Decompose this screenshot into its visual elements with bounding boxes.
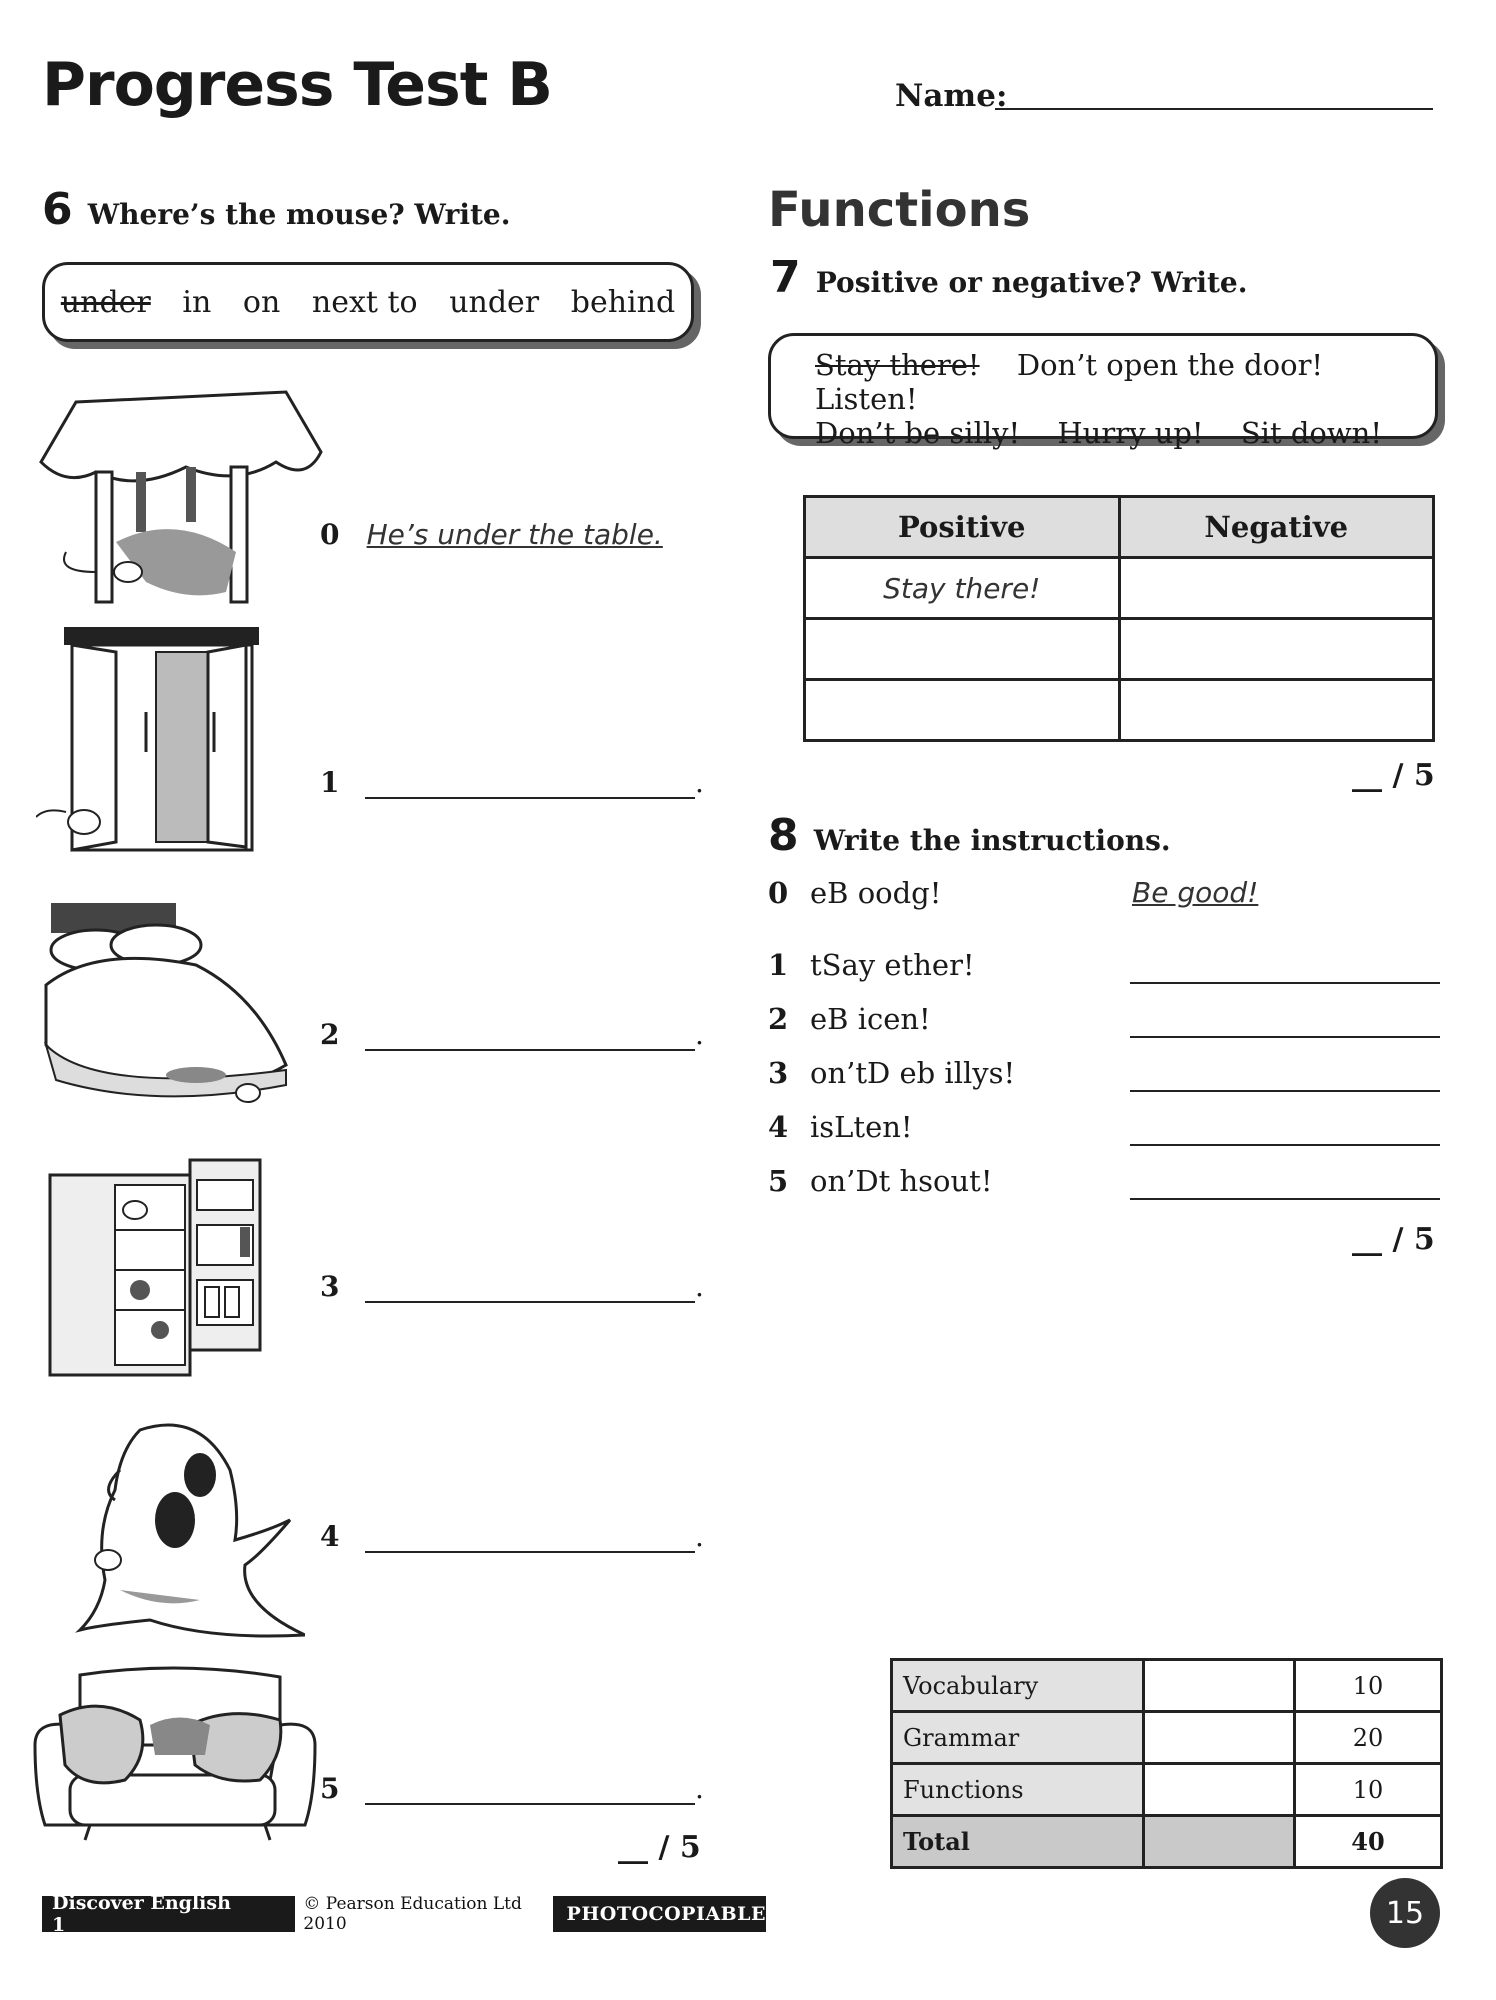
score-total-input[interactable]	[1144, 1816, 1295, 1868]
ex8-answer-line-5[interactable]	[1130, 1198, 1440, 1200]
word-next-to: next to	[311, 284, 418, 320]
ex6-example-answer: He’s under the table.	[366, 518, 663, 551]
ex8-example-answer: Be good!	[1132, 876, 1259, 909]
ex8-item-question: on’tD eb illys!	[810, 1056, 1016, 1090]
score-row	[892, 1712, 1442, 1764]
ex8-item-5	[768, 1164, 992, 1198]
word-under: under	[449, 284, 540, 320]
ex7-instruction: Positive or negative? Write.	[815, 266, 1248, 299]
score-total-row	[892, 1816, 1442, 1868]
ex6-answer-line-3[interactable]	[365, 1301, 695, 1303]
score-row-max: 10	[1295, 1660, 1442, 1712]
ex6-score: __ / 5	[618, 1830, 701, 1865]
fridge-mouse-picture	[40, 1155, 270, 1385]
ex6-answer-line-5[interactable]	[365, 1803, 695, 1805]
ex6-item-5: 5 .	[320, 1772, 704, 1805]
word-behind: behind	[570, 284, 676, 320]
score-row-input[interactable]	[1144, 1660, 1295, 1712]
score-row-label: Functions	[892, 1764, 1144, 1816]
ex6-item-number: 1	[320, 766, 340, 799]
ex6-item-number: 2	[320, 1018, 340, 1051]
footer-copyright: © Pearson Education Ltd 2010	[295, 1892, 552, 1936]
ex6-item-number: 3	[320, 1270, 340, 1303]
ex6-item-4: 4 .	[320, 1520, 704, 1553]
ex8-score: __ / 5	[1352, 1222, 1435, 1257]
ex7-number: 7	[770, 252, 801, 303]
ex8-item-3	[768, 1056, 1015, 1090]
sofa-mouse-picture	[30, 1665, 320, 1845]
ex8-item-question: on’Dt hsout!	[810, 1164, 993, 1198]
footer-photocopiable: PHOTOCOPIABLE	[566, 1903, 766, 1925]
ghost-mouse-picture	[60, 1410, 305, 1650]
page-number: 15	[1370, 1878, 1440, 1948]
page-title: Progress Test B	[42, 50, 552, 120]
score-total-label: Total	[892, 1816, 1144, 1868]
ex6-instruction: Where’s the mouse? Write.	[87, 198, 511, 231]
phrase-stay-there-struck: Stay there!	[815, 348, 980, 382]
ex8-item-4	[768, 1110, 913, 1144]
ex6-header	[42, 184, 510, 235]
score-total-max: 40	[1295, 1816, 1442, 1868]
ex7-answer-cell[interactable]	[805, 619, 1120, 680]
ex8-example-question: eB oodg!	[810, 876, 942, 910]
ex7-answer-cell[interactable]	[1119, 680, 1434, 741]
score-row-input[interactable]	[1144, 1764, 1295, 1816]
ex6-word-box	[42, 262, 694, 342]
ex7-answer-cell[interactable]	[1119, 619, 1434, 680]
ex8-item-question: isLten!	[810, 1110, 913, 1144]
col-negative-header: Negative	[1119, 497, 1434, 558]
ex6-item-number: 5	[320, 1772, 340, 1805]
ex8-answer-line-1[interactable]	[1130, 982, 1440, 984]
ex8-answer-line-2[interactable]	[1130, 1036, 1440, 1038]
ex8-item-1	[768, 948, 975, 982]
name-field-line[interactable]	[995, 108, 1433, 110]
ex7-answer-cell[interactable]	[805, 680, 1120, 741]
ex6-item-3: 3 .	[320, 1270, 704, 1303]
footer-bar	[42, 1892, 766, 1936]
ex6-item-2: 2 .	[320, 1018, 704, 1051]
ex6-number: 6	[42, 184, 73, 235]
functions-heading: Functions	[768, 182, 1031, 238]
ex7-answer-cell[interactable]	[1119, 558, 1434, 619]
ex7-word-box	[768, 333, 1438, 450]
ex6-answer-line-4[interactable]	[365, 1551, 695, 1553]
ex8-answer-line-3[interactable]	[1130, 1090, 1440, 1092]
ex8-item-question: eB icen!	[810, 1002, 931, 1036]
bed-mouse-picture	[36, 895, 296, 1115]
ex6-item-1: 1 .	[320, 766, 704, 799]
ex7-example-cell: Stay there!	[805, 558, 1120, 619]
ex8-header	[768, 810, 1171, 861]
word-under-struck: under	[60, 284, 151, 320]
ex6-example	[320, 518, 663, 551]
score-table	[890, 1658, 1443, 1869]
score-row-max: 20	[1295, 1712, 1442, 1764]
phrase-sit-down: Sit down!	[1240, 416, 1383, 450]
ex8-item-number: 3	[768, 1056, 789, 1090]
ex6-example-number: 0	[320, 518, 340, 551]
word-in: in	[182, 284, 212, 320]
ex6-item-number: 4	[320, 1520, 340, 1553]
score-row-label: Vocabulary	[892, 1660, 1144, 1712]
score-row	[892, 1660, 1442, 1712]
phrase-hurry-up: Hurry up!	[1057, 416, 1204, 450]
ex8-answer-line-4[interactable]	[1130, 1144, 1440, 1146]
table-mouse-picture	[36, 372, 336, 612]
score-row	[892, 1764, 1442, 1816]
ex7-score: __ / 5	[1352, 758, 1435, 793]
ex7-table	[803, 495, 1435, 742]
ex8-item-2	[768, 1002, 931, 1036]
ex8-item-question: tSay ether!	[810, 948, 975, 982]
ex8-example	[768, 876, 941, 910]
phrase-listen: Listen!	[815, 382, 918, 416]
ex8-example-number: 0	[768, 876, 789, 910]
ex6-answer-line-1[interactable]	[365, 797, 695, 799]
ex8-item-number: 2	[768, 1002, 789, 1036]
score-row-max: 10	[1295, 1764, 1442, 1816]
name-label: Name:	[895, 78, 1008, 114]
ex8-item-number: 1	[768, 948, 789, 982]
footer-book-title: Discover English 1	[52, 1892, 231, 1936]
score-row-input[interactable]	[1144, 1712, 1295, 1764]
wardrobe-mouse-picture	[36, 622, 266, 862]
ex7-header	[770, 252, 1247, 303]
word-on: on	[242, 284, 281, 320]
ex8-item-number: 4	[768, 1110, 789, 1144]
ex8-number: 8	[768, 810, 799, 861]
ex6-answer-line-2[interactable]	[365, 1049, 695, 1051]
col-positive-header: Positive	[805, 497, 1120, 558]
score-row-label: Grammar	[892, 1712, 1144, 1764]
phrase-dont-be-silly: Don’t be silly!	[815, 416, 1021, 450]
ex8-instruction: Write the instructions.	[813, 824, 1171, 857]
phrase-dont-open-door: Don’t open the door!	[1016, 348, 1324, 382]
ex8-item-number: 5	[768, 1164, 789, 1198]
